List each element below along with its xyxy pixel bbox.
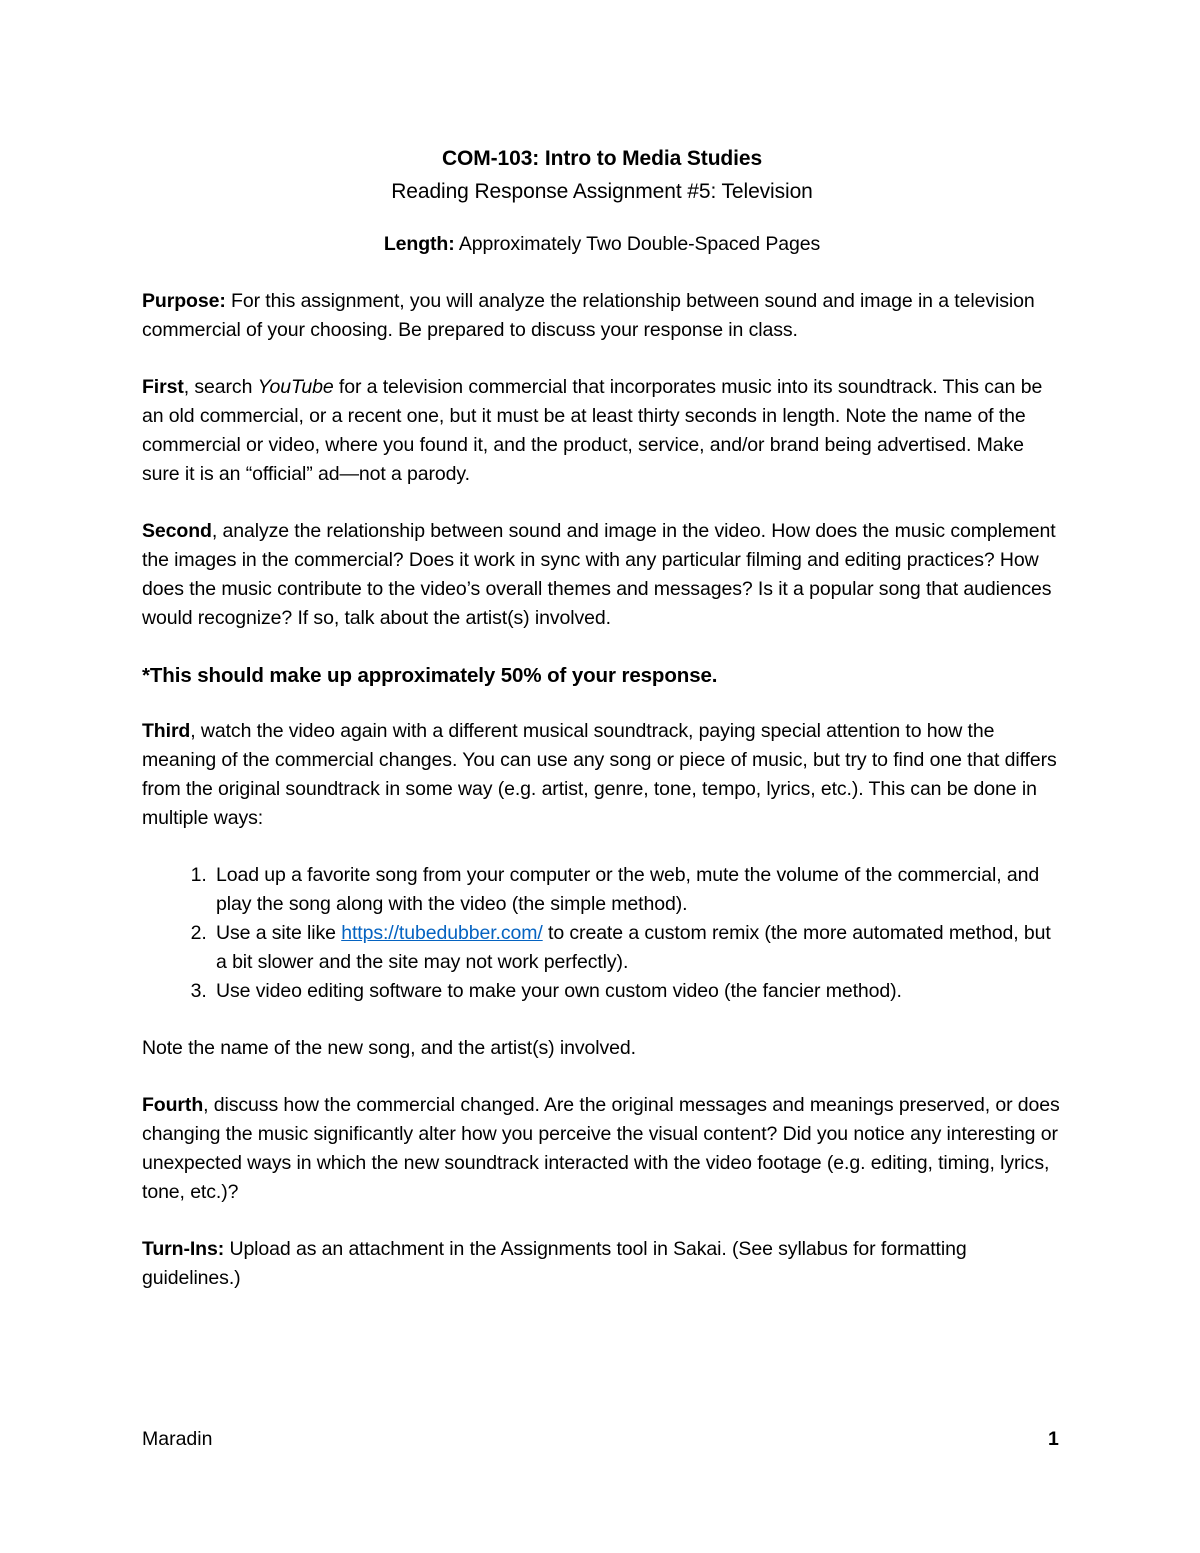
turnins-paragraph xyxy=(142,1235,1062,1293)
purpose-label: Purpose: xyxy=(142,290,226,312)
third-text: , watch the video again with a different musical soundtrack, paying special attention to how the meaning of the commercial changes. You can use any song or piece of music, but try to find one that differs from the original soundtrack in some way (e.g. artist, genre, tone, tempo, lyrics, etc.). This can be done in multiple ways: xyxy=(142,720,1057,829)
length-label: Length: xyxy=(383,233,455,255)
turnins-label: Turn-Ins: xyxy=(142,1238,225,1260)
percentage-note: *This should make up approximately 50% of your response. xyxy=(142,664,718,687)
fourth-label: Fourth xyxy=(142,1094,204,1116)
first-paragraph xyxy=(142,373,1062,489)
new-song-note: Note the name of the new song, and the artist(s) involved. xyxy=(142,1037,636,1059)
first-label: First xyxy=(142,376,184,398)
second-label: Second xyxy=(142,520,212,542)
list-item xyxy=(212,861,1062,919)
fourth-text: , discuss how the commercial changed. Are the original messages and meanings preserved, or does changing the music significantly alter how you perceive the visual content? Did you notice any interesting or unexpected ways in which the new soundtrack interacted with the video footage (e.g. editing, timing, lyrics, tone, etc.)? xyxy=(142,1094,1060,1203)
list-item xyxy=(212,977,1062,1006)
second-paragraph xyxy=(142,517,1062,633)
second-text: , analyze the relationship between sound and image in the video. How does the music complement the images in the commercial? Does it work in sync with any particular filming and editing practices? How does the music contribute to the video’s overall themes and messages? Is it a popular song that audiences would recognize? If so, talk about the artist(s) involved. xyxy=(142,520,1056,629)
first-text-b: for a television commercial that incorporates music into its soundtrack. This can be an old commercial, or a recent one, but it must be at least thirty seconds in length. Note the name of the commercial or video, where you found it, and the product, service, and/or brand being advertised. Make sure it is an “official” ad—not a parody. xyxy=(142,376,1043,485)
length-line xyxy=(142,230,1062,259)
purpose-text: For this assignment, you will analyze the relationship between sound and image in a television commercial of your choosing. Be prepared to discuss your response in class. xyxy=(142,290,1035,341)
length-text: Approximately Two Double-Spaced Pages xyxy=(454,233,821,255)
tubedubber-link[interactable]: https://tubedubber.com/ xyxy=(341,922,543,944)
page-number: 1 xyxy=(1048,1428,1059,1450)
method-1-text: Load up a favorite song from your computer or the web, mute the volume of the commercial, and play the song along with the video (the simple method). xyxy=(216,864,1040,915)
first-text-a: , search xyxy=(183,376,258,398)
document-body xyxy=(142,142,1062,1321)
list-item xyxy=(212,919,1062,977)
purpose-paragraph xyxy=(142,287,1062,345)
method-2-text-b: to create a custom remix (the more automated method, but a bit slower and the site may not work perfectly). xyxy=(216,922,1051,973)
third-paragraph xyxy=(142,717,1062,833)
youtube-emphasis: YouTube xyxy=(257,376,334,398)
third-label: Third xyxy=(142,720,191,742)
assignment-subtitle: Reading Response Assignment #5: Television xyxy=(391,180,813,203)
fourth-paragraph xyxy=(142,1091,1062,1207)
course-title: COM-103: Intro to Media Studies xyxy=(441,147,763,170)
footer-author: Maradin xyxy=(142,1428,213,1450)
methods-list xyxy=(142,861,1062,1006)
method-3-text: Use video editing software to make your own custom video (the fancier method). xyxy=(216,980,902,1002)
turnins-text: Upload as an attachment in the Assignments tool in Sakai. (See syllabus for formatting guidelines.) xyxy=(142,1238,967,1289)
method-2-text-a: Use a site like xyxy=(216,922,342,944)
